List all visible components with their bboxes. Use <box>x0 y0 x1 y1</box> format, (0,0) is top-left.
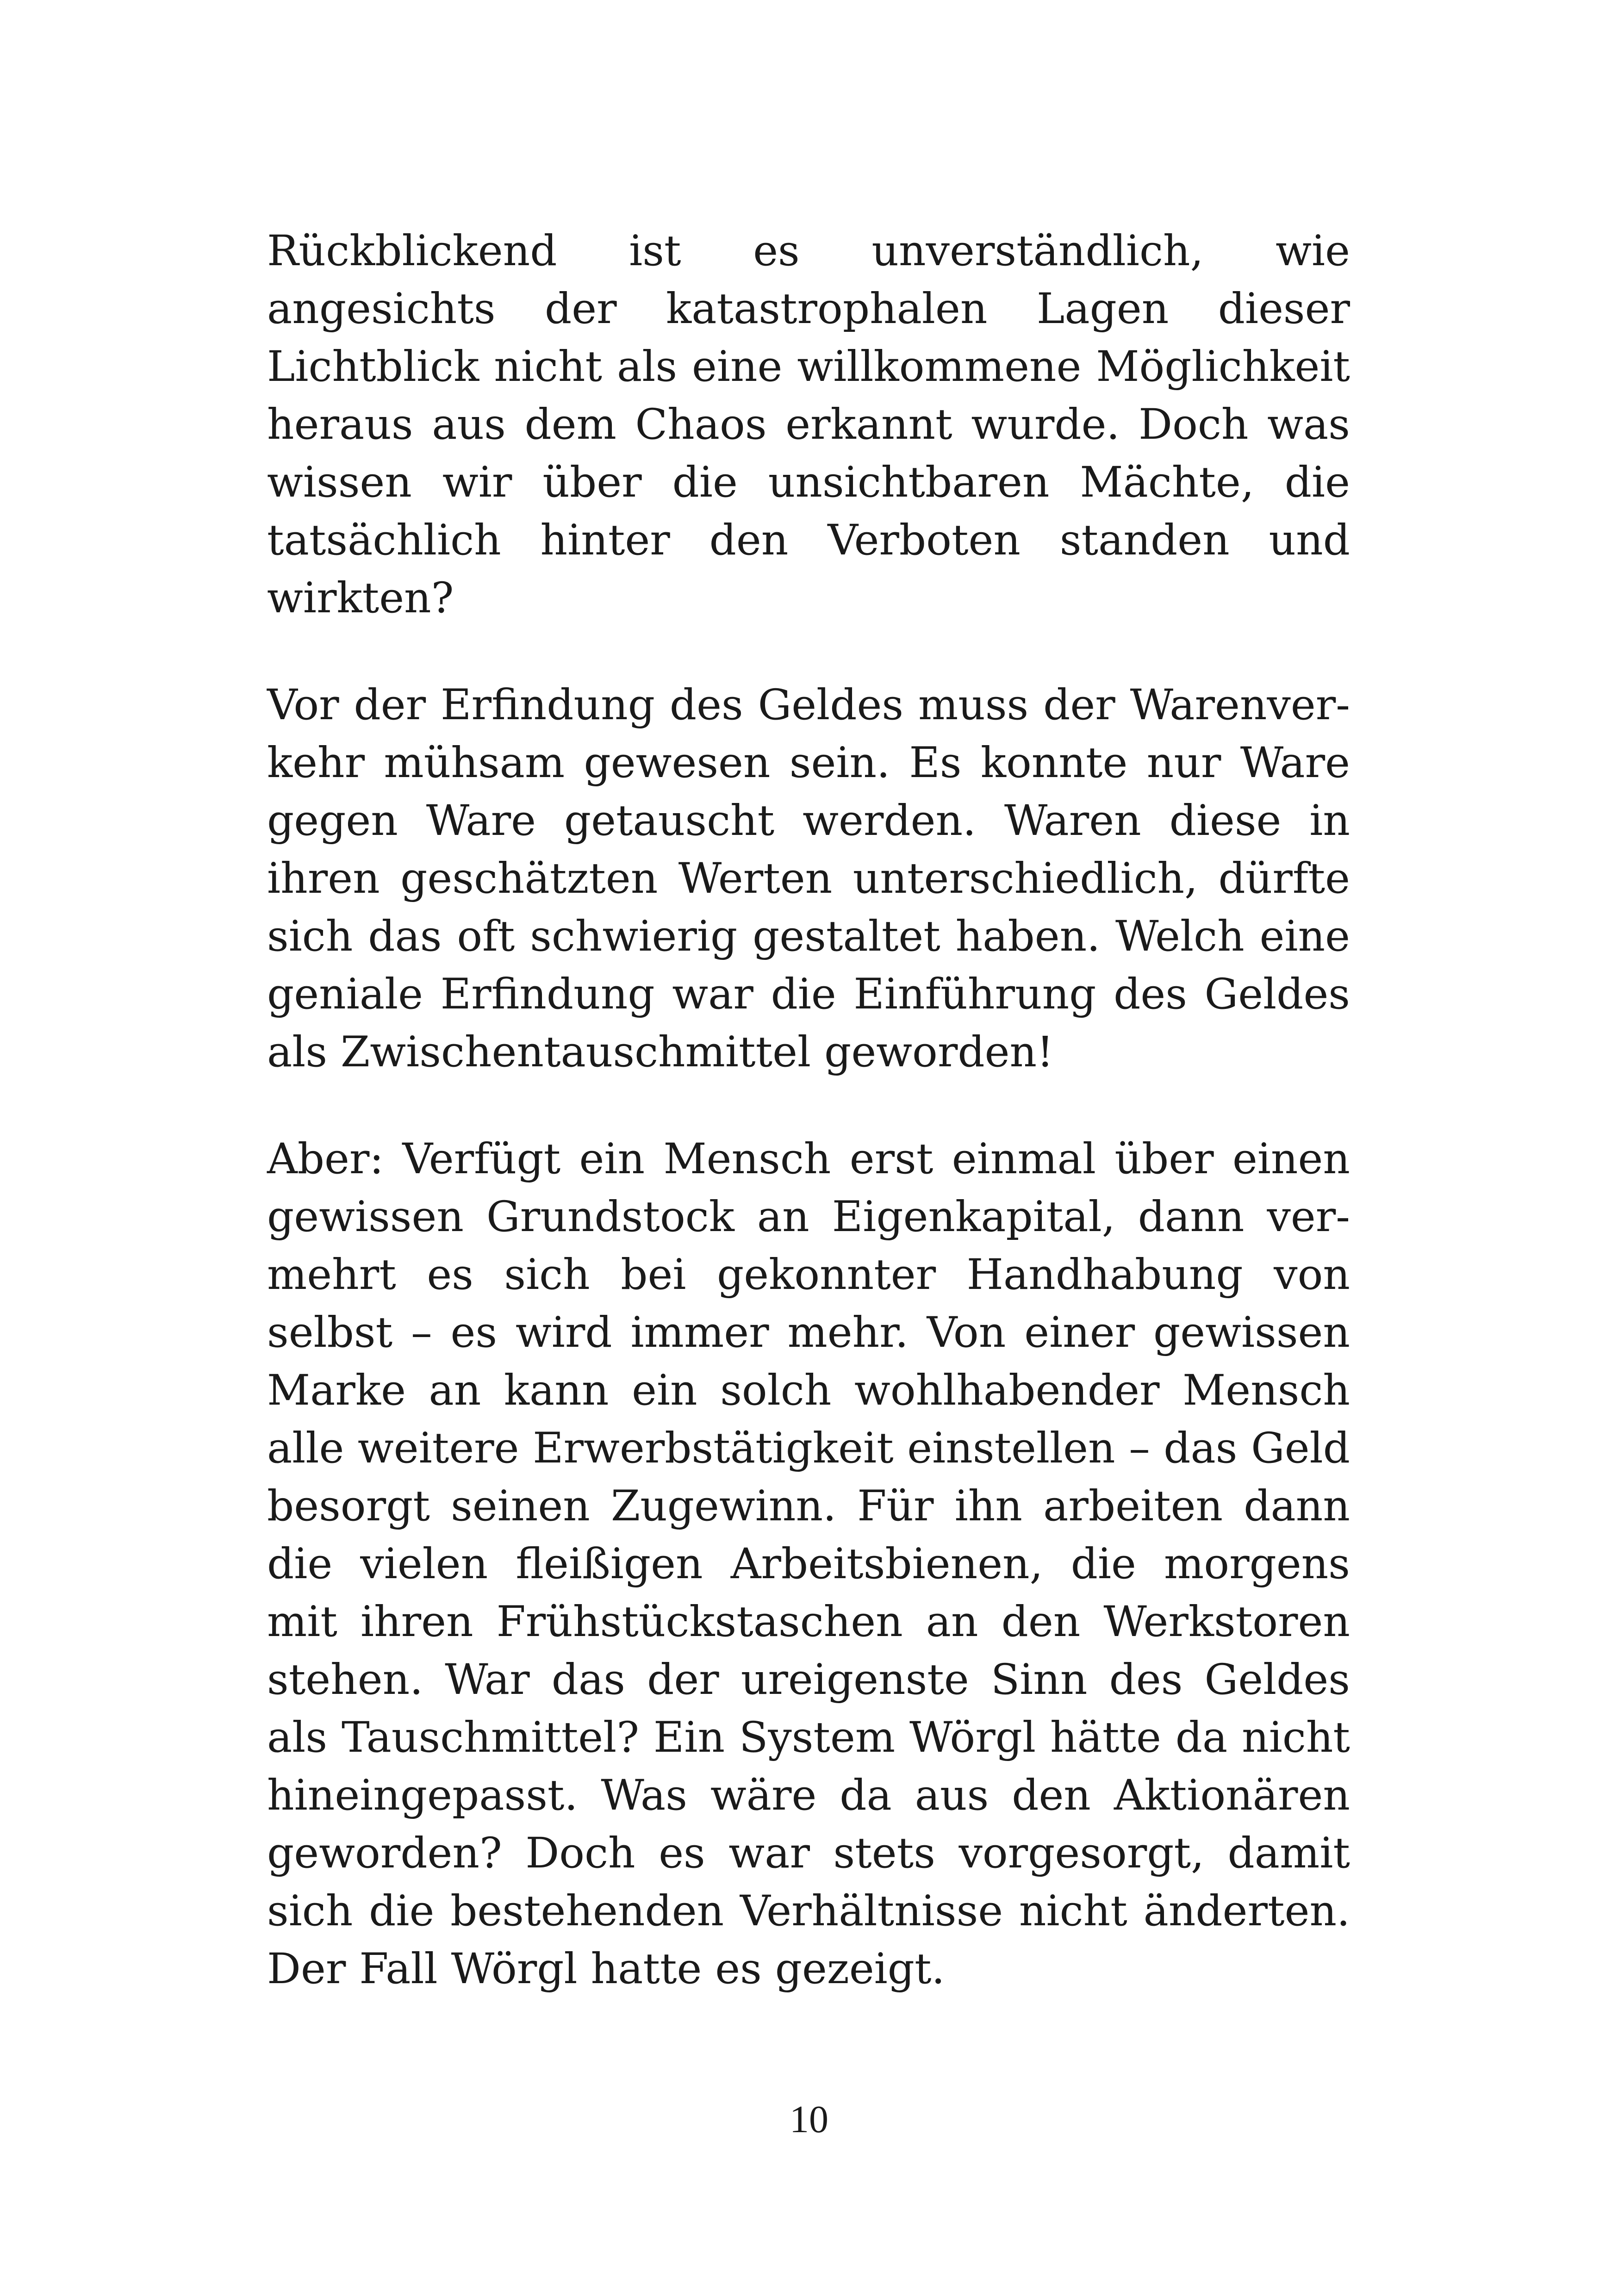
page-number: 10 <box>790 2098 828 2141</box>
paragraph-2: Vor der Erfindung des Geldes muss der Warenverkehr mühsam gewesen sein. Es konnte nur Ware gegen Ware getauscht werden. Waren diese in ihren geschätzten Werten unterschiedlich, dürfte sich das oft schwierig gestaltet haben. Welch eine geniale Erfindung war die Einführung des Geldes als Zwischentauschmittel geworden! <box>267 681 1350 1076</box>
paragraph-1: Rückblickend ist es unverständlich, wie angesichts der katastrophalen Lagen dieser Lichtblick nicht als eine willkommene Möglichkeit heraus aus dem Chaos erkannt wurde. Doch was wissen wir über die unsichtbaren Mächte, die tatsächlich hinter den Verboten standen und wirkten? <box>267 227 1350 622</box>
paragraph-3: Aber: Verfügt ein Mensch erst einmal über einen gewissen Grundstock an Eigenkapital, dann vermehrt es sich bei gekonnter Handhabung von selbst – es wird immer mehr. Von einer gewissen Marke an kann ein solch wohlhabender Mensch alle weitere Erwerbstätigkeit einstellen – das Geld besorgt seinen Zugewinn. Für ihn arbeiten dann die vielen fleißigen Arbeitsbienen, die morgens mit ihren Frühstückstaschen an den Werkstoren stehen. War das der ureigenste Sinn des Geldes als Tauschmittel? Ein System Wörgl hätte da nicht hineingepasst. Was wäre da aus den Aktionären geworden? Doch es war stets vorgesorgt, damit sich die bestehenden Verhältnisse nicht änderten. Der Fall Wörgl hatte es gezeigt. <box>267 1135 1350 1993</box>
body-text <box>267 222 1350 2047</box>
